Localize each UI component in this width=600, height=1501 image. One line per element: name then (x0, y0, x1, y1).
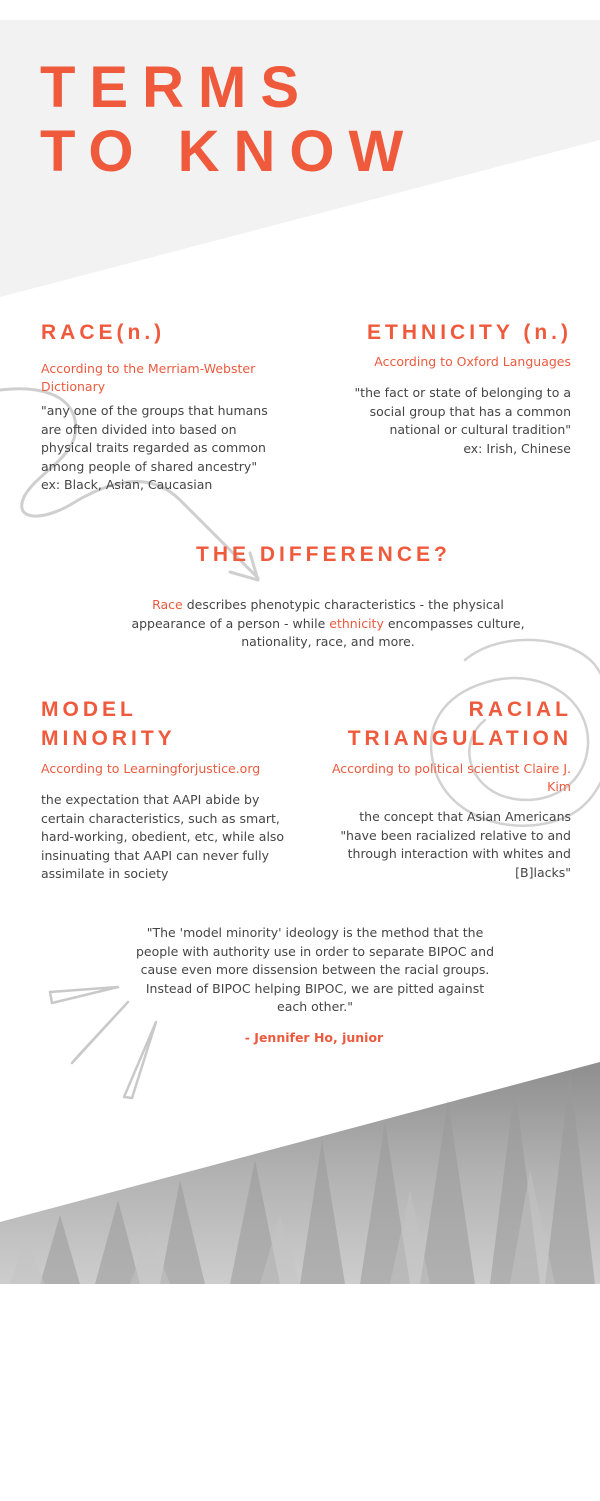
difference-term-ethnicity: ethnicity (329, 615, 384, 631)
racial-triangulation-source: According to political scientist Claire J. Kim (331, 761, 571, 794)
race-heading: RACE(n.) (41, 321, 166, 344)
difference-text-2: encompasses culture, nationality, race, and more. (241, 615, 525, 649)
page-title-line-1: TERMS (40, 55, 313, 120)
forest-photo (0, 1062, 600, 1284)
difference-text-1: describes phenotypic characteristics - the physical appearance of a person - while (131, 597, 504, 631)
page-title-line-2: TO KNOW (40, 119, 418, 184)
model-minority-heading-line-1: MODEL (41, 698, 137, 721)
quote-text: "The 'model minority' ideology is the method that the people with authority use in order to separate BIPOC and cause even more dissension between the racial groups. Instead of BIPOC helping BIPOC, we are pitted against each other." (135, 925, 495, 1014)
difference-text (128, 596, 528, 652)
race-definition-block (41, 402, 291, 495)
race-definition: "any one of the groups that humans are often divided into based on physical traits regarded as common among people of shared ancestry" (41, 403, 268, 474)
race-source: According to the Merriam-Webster Dictionary (41, 361, 256, 394)
ethnicity-source: According to Oxford Languages (374, 354, 571, 369)
difference-term-race: Race (152, 597, 183, 612)
racial-triangulation-heading-line-2: TRIANGULATION (347, 727, 572, 750)
ethnicity-example: ex: Irish, Chinese (463, 440, 571, 456)
model-minority-source: According to Learningforjustice.org (41, 761, 261, 776)
difference-heading: THE DIFFERENCE? (196, 543, 451, 566)
ethnicity-definition-block (331, 384, 571, 458)
racial-triangulation-heading-line-1: RACIAL (468, 698, 572, 721)
model-minority-definition: the expectation that AAPI abide by certain characteristics, such as smart, hard-working, obedient, etc, while also insinuating that AAPI can never fully assimilate in society (41, 792, 285, 881)
ethnicity-definition: "the fact or state of belonging to a social group that has a common national or cultural tradition" (354, 385, 571, 437)
quote-author: - Jennifer Ho, junior (244, 1030, 384, 1045)
racial-triangulation-definition: the concept that Asian Americans "have been racialized relative to and through interaction with whites and [B]lacks" (340, 809, 571, 880)
ethnicity-heading: ETHNICITY (n.) (367, 321, 572, 344)
model-minority-heading-line-2: MINORITY (41, 727, 176, 750)
race-example: ex: Black, Asian, Caucasian (41, 477, 213, 492)
